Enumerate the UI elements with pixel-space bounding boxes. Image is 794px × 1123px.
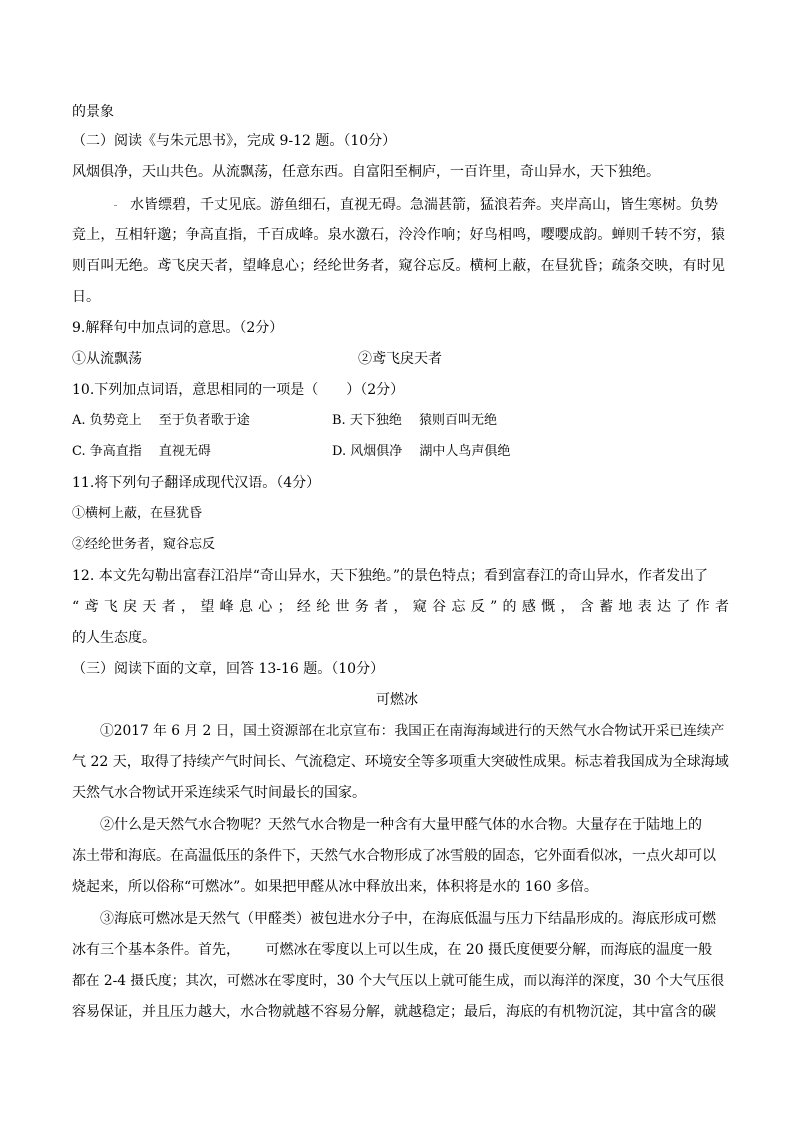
text-line: 则百叫无绝。鸢飞戾天者，望峰息心；经纶世务者，窥谷忘反。横柯上蔽，在昼犹昏；疏条交映，有时见: [72, 258, 726, 274]
stray-mark: [114, 205, 117, 206]
paragraph-line: ②什么是天然气水合物呢？天然气水合物是一种含有大量甲醛气体的水合物。大量存在于陆地上的: [100, 817, 702, 833]
paragraph-line: 冰有三个基本条件。首先， 可燃冰在零度以上可以生成，在 20 摄氏度便要分解，而海底的温度一般: [72, 942, 713, 958]
question-12-cont: “鸢飞戾天者，望峰息心；经纶世务者，窥谷忘反”的感慨，含蓄地表达了作者: [72, 599, 732, 615]
text-line: 风烟俱净，天山共色。从流飘荡，任意东西。自富阳至桐庐，一百许里，奇山异水，天下独绝。: [72, 164, 660, 180]
text-line: 的景象: [72, 104, 114, 120]
question-12: 12. 本文先勾勒出富春江沿岸“奇山异水，天下独绝。”的景色特点；看到富春江的奇山异水，作者发出了: [72, 568, 709, 584]
paragraph-line: ③海底可燃冰是天然气（甲醛类）被包进水分子中，在海底低温与压力下结晶形成的。海底形成可燃: [100, 911, 716, 927]
paragraph-line: 容易保证，并且压力越大，水合物就越不容易分解，就越稳定；最后，海底的有机物沉淀，其中富含的碳: [72, 1004, 716, 1020]
section-heading: （二）阅读《与朱元思书》，完成 9-12 题。（10分）: [72, 133, 397, 149]
q11-item-2: ②经纶世务者，窥谷忘反: [72, 537, 216, 552]
paragraph-line: 气 22 天，取得了持续产气时间长、气流稳定、环境安全等多项重大突破性成果。标志着我国成为全球海域: [72, 754, 729, 770]
paragraph-line: 天然气水合物试开采连续采气时间最长的国家。: [72, 785, 366, 801]
q10-option-d: D. 风烟俱净 湖中人鸟声俱绝: [332, 444, 511, 459]
question-9: 9.解释句中加点词的意思。（2分）: [72, 320, 284, 336]
q9-item-2: ②鸢飞戾天者: [358, 351, 442, 367]
q11-item-1: ①横柯上蔽，在昼犹昏: [72, 506, 203, 521]
text-line: 竞上，互相轩邈；争高直指，千百成峰。泉水激石，泠泠作响；好鸟相鸣，嘤嘤成韵。蝉则千转不穷，猿: [72, 227, 726, 243]
question-11: 11.将下列句子翻译成现代汉语。（4分）: [72, 475, 321, 491]
article-title: 可燃冰: [376, 692, 418, 708]
q10-option-b: B. 天下独绝 猿则百叫无绝: [332, 413, 497, 428]
paragraph-line: 冻土带和海底。在高温低压的条件下，天然气水合物形成了冰雪般的固态，它外面看似冰，一点火却可以: [72, 848, 716, 864]
paragraph-line: 都在 2-4 摄氏度；其次，可燃冰在零度时，30 个大气压以上就可能生成，而以海洋的深度，30 个大气压很: [72, 973, 725, 989]
q10-option-c: C. 争高直指 直视无碍: [72, 444, 211, 459]
paragraph-line: 烧起来，所以俗称“可燃冰”。如果把甲醛从冰中释放出来，体积将是水的 160 多倍。: [72, 879, 598, 895]
q9-item-1: ①从流飘荡: [72, 351, 142, 367]
paragraph-line: ①2017 年 6 月 2 日，国土资源部在北京宣布：我国正在南海海域进行的天然气水合物试开采已连续产: [100, 723, 725, 739]
text-line: 水皆缥碧，千丈见底。游鱼细石，直视无碍。急湍甚箭，猛浪若奔。夹岸高山，皆生寒树。负势: [130, 197, 718, 213]
question-10: 10.下列加点词语，意思相同的一项是（ ）（2分）: [72, 382, 405, 398]
text-line: 日。: [72, 289, 100, 305]
question-12-end: 的人生态度。: [72, 630, 156, 646]
q10-option-a: A. 负势竞上 至于负者歌于途: [72, 413, 250, 428]
section-heading: （三）阅读下面的文章，回答 13-16 题。（10分）: [72, 661, 385, 677]
